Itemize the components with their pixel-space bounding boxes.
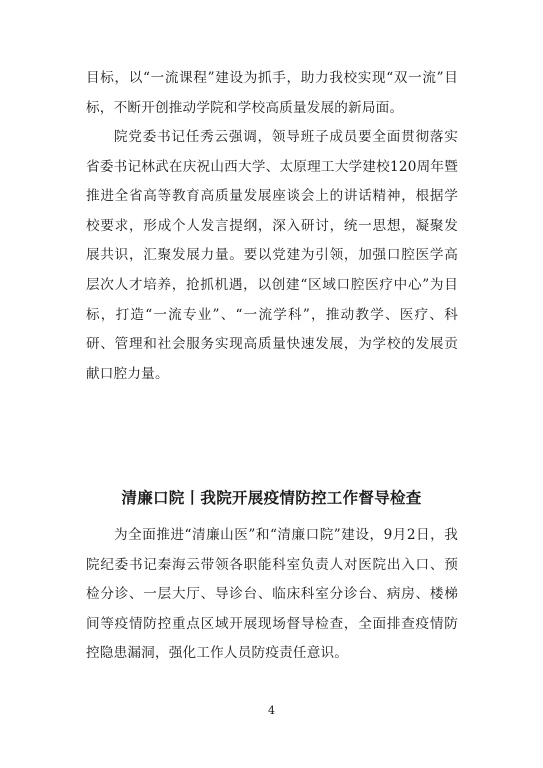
paragraph-party-secretary: 院党委书记任秀云强调，领导班子成员要全面贯彻落实省委书记林武在庆祝山西大学、太原理工大学建校120周年暨推进全省高等教育高质量发展座谈会上的讲话精神，根据学校要求，形成个人发言提纲，深入研讨，统一思想，凝聚发展共识，汇聚发展力量。要以党建为引领，加强口腔医学高层次人才培养，抢抓机遇，以创建“区域口腔医疗中心”为目标，打造“一流专业”、“一流学科”，推动教学、医疗、科研、管理和社会服务实现高质量快速发展，为学校的发展贡献口腔力量。 (86, 129, 458, 382)
paragraph-continued: 目标，以“一流课程”建设为抓手，助力我校实现“双一流”目标，不断开创推动学院和学校高质量发展的新局面。 (86, 70, 458, 116)
paragraph-inspection: 为全面推进“清廉山医”和“清廉口院”建设，9月2日，我院纪委书记秦海云带领各职能科室负责人对医院出入口、预检分诊、一层大厅、导诊台、临床科室分诊台、病房、楼梯间等疫情防控重点区域开展现场督导检查，全面排查疫情防控隐患漏洞，强化工作人员防疫责任意识。 (86, 527, 458, 662)
section-title: 清廉口院丨我院开展疫情防控工作督导检查 (121, 488, 422, 507)
page-number: 4 (268, 704, 275, 717)
